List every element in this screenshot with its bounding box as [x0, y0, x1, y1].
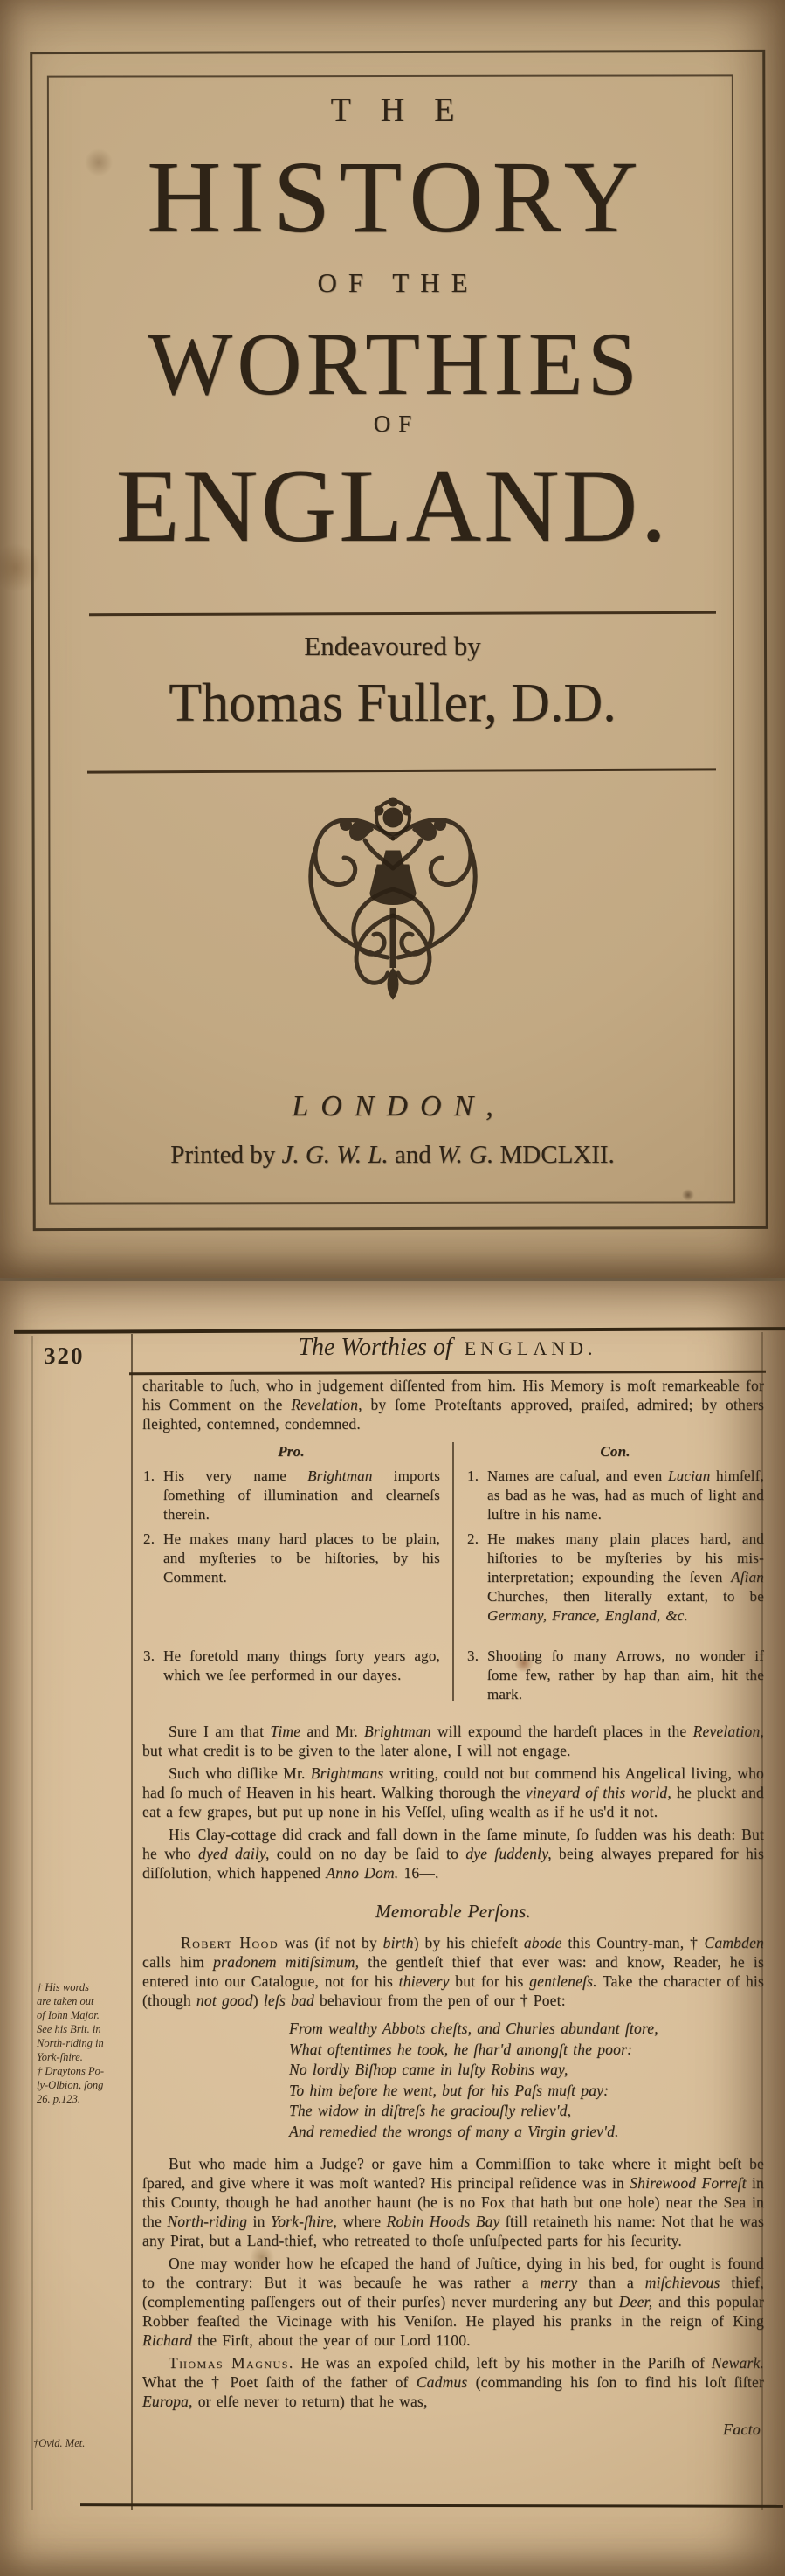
paragraph-judge: But who made him a Judge? or gave him a Commiſſion to take where it might beſt be ſpared, and give where it was moſt wanted? His principal reſidence was in Shirewood Forreſt in this County, though he had another haunt (he is no Fox that hath but one hole) near the Sea in the North-riding in York-ſhire, where Robin Hoods Bay ſtill retaineth his name: Not that he was any Pirat, but a Land-thief, who retreated to thoſe unſuſpected parts for his ſecurity.	[142, 2155, 764, 2249]
margin-note-line: † Draytons Po-	[37, 2065, 105, 2077]
con-item-3-number: 3.	[467, 1647, 479, 1664]
pro-con-divider-rule	[452, 1442, 454, 1701]
paragraph-sure: Sure I am that Time and Mr. Brightman will expound the hardeſt places in the Revelation, but what credit is to be given to the later alone, I will not engage.	[142, 1723, 764, 1759]
running-header-italic: The Worthies of	[298, 1334, 452, 1361]
margin-note-line: North-riding in	[37, 2037, 104, 2049]
con-item-2-number: 2.	[467, 1530, 479, 1547]
con-item-1-text: Names are caſual, and even Lucian himſelf, as bad as he was, had as much of light and luſtre in his name.	[487, 1468, 765, 1523]
pro-item-1-number: 1.	[143, 1468, 155, 1484]
pro-item-2-number: 2.	[143, 1530, 155, 1547]
pro-item-1	[142, 1467, 440, 1524]
title-word-of-the: OF THE	[317, 267, 479, 298]
title-word-worthies: WORTHIES	[148, 314, 642, 414]
author-name: Thomas Fuller, D.D.	[169, 673, 616, 733]
byline-endeavoured: Endeavoured by	[304, 631, 481, 661]
margin-note-line: 26. p.123.	[37, 2093, 80, 2105]
poem-robin-hood	[142, 2019, 764, 2142]
poem-line: No lordly Biſhop came in luſty Robins way,	[289, 2061, 568, 2078]
pro-item-3-number: 3.	[143, 1647, 155, 1664]
margin-note-line: are taken out	[37, 1995, 94, 2007]
con-item-1	[466, 1467, 764, 1524]
con-item-1-number: 1.	[467, 1468, 479, 1484]
title-word-the: THE	[330, 92, 485, 128]
con-item-2	[466, 1530, 764, 1626]
title-word-england: ENGLAND.	[115, 447, 670, 563]
pro-item-2	[142, 1530, 440, 1626]
poem-line: What oftentimes he took, he ſhar'd amongſt the poor:	[289, 2040, 633, 2058]
imprint-city: LONDON,	[292, 1090, 506, 1122]
margin-note-line: York-ſhire.	[37, 2051, 83, 2063]
paragraph-opening: charitable to ſuch, who in judgement diſſented from him. His Memory is moſt remarkeable for his Comment on the Revelation, by ſome Proteſtants approved, praiſed, admired; by others ſleighted, contemned, condemned.	[142, 1377, 764, 1433]
running-header-caps: ENGLAND.	[464, 1337, 597, 1359]
pro-item-3	[142, 1647, 440, 1704]
page-top-rule	[14, 1327, 785, 1334]
margin-note-line: of Iohn Major.	[37, 2009, 100, 2021]
con-item-3-text: Shooting ſo many Arrows, no wonder if ſome few, rather by hap than aim, hit the mark.	[487, 1647, 764, 1702]
con-item-2-text: He makes many plain places hard, and hiſtories to be myſteries by his mis-interpretation; expounding the ſeven Aſian Churches, then literally extant, to be Germany, France, England, &c.	[487, 1530, 764, 1624]
paragraph-wonder: One may wonder how he eſcaped the hand of Juſtice, dying in his bed, for ought is found to the contrary: But it was becauſe he was rather a merry than a miſchievous thief, (complementing paſſengers out of their purſes) never murdering any but Deer, and this popular Robber feaſted the Vicinage with his Veniſon. He played his pranks in the reign of King Richard the Firſt, about the year of our Lord 1100.	[142, 2255, 764, 2349]
floral-vase-woodcut-ornament-icon	[262, 784, 524, 1014]
margin-note-ovid: †Ovid. Met.	[33, 2437, 86, 2449]
margin-divider-rule	[131, 1334, 133, 2510]
margin-note-line: † His words	[37, 1981, 89, 1993]
catchword: Facto	[723, 2421, 761, 2438]
pro-header: Pro.	[278, 1443, 305, 1460]
text-column	[142, 1376, 764, 2439]
con-item-3	[466, 1647, 764, 1704]
page-number: 320	[44, 1343, 85, 1369]
running-header	[131, 1334, 764, 1362]
poem-line: The widow in diſtreſs he graciouſly reliev'd,	[289, 2102, 572, 2119]
margin-note-line: ly-Olbion, ſong	[37, 2079, 104, 2091]
header-bottom-rule	[129, 1371, 766, 1375]
pro-item-3-text: He foretold many things forty years ago, which we ſee performed in our dayes.	[163, 1647, 440, 1683]
paragraph-robert-hood: Robert Hood was (if not by birth) by his chiefeſt abode this Country-man, † Cambden calls him pradonem mitiſsimum, the gentleſt thief that ever was: and know, Reader, he is entered into our Catalogue, not for his thievery but for his gentleneſs. Take the character of his (though not good) leſs bad behaviour from the pen of our † Poet:	[142, 1934, 764, 2009]
paragraph-clay-cottage: His Clay-cottage did crack and fall down in the ſame minute, ſo ſudden was his death: But he who dyed daily, could on no day be ſaid to dye ſuddenly, being alwayes prepared for his diſſolution, which happened Anno Dom. 16—.	[142, 1826, 765, 1882]
pro-con-table	[142, 1442, 764, 1704]
poem-line: From wealthy Abbots cheſts, and Churles abundant ſtore,	[289, 2020, 658, 2037]
paragraph-thomas-magnus: Thomas Magnus. He was an expoſed child, left by his mother in the Pariſh of Newark. What the † Poet ſaith of the father of Cadmus (commanding his ſon to find his loſt ſiſter Europa, or elſe never to return) that he was,	[142, 2354, 765, 2410]
page-left-edge-line	[31, 1336, 33, 2510]
con-header: Con.	[600, 1443, 630, 1460]
imprint-line: Printed by J. G. W. L. and W. G. MDCLXII.	[170, 1141, 615, 1169]
title-word-of: OF	[373, 411, 420, 437]
pro-item-2-text: He makes many hard places to be plain, and myſteries to be hiſtories, by his Comment.	[163, 1530, 440, 1585]
title-page	[0, 0, 785, 1278]
poem-line: And remedied the wrongs of many a Virgin griev'd.	[289, 2122, 619, 2140]
section-heading-memorable-persons: Memorable Perſons.	[375, 1901, 531, 1922]
text-page	[0, 1278, 785, 2576]
margin-note-line: See his Brit. in	[37, 2023, 101, 2035]
page-bottom-rule	[80, 2503, 783, 2508]
poem-line: To him before he went, but for his Paſs muſt pay:	[289, 2081, 609, 2099]
title-word-history: HISTORY	[147, 140, 647, 254]
margin-note-sources	[37, 1980, 127, 2106]
pro-item-1-text: His very name Brightman imports ſomething of illumination and clearneſs therein.	[163, 1468, 441, 1523]
paragraph-such: Such who diſlike Mr. Brightmans writing, could not but commend his Angelical living, who had ſo much of Heaven in his heart. Walking thorough the vineyard of this world, he pluckt and eat a few grapes, but put up none in his Veſſel, uſing wealth as if he us'd it not.	[142, 1765, 765, 1820]
